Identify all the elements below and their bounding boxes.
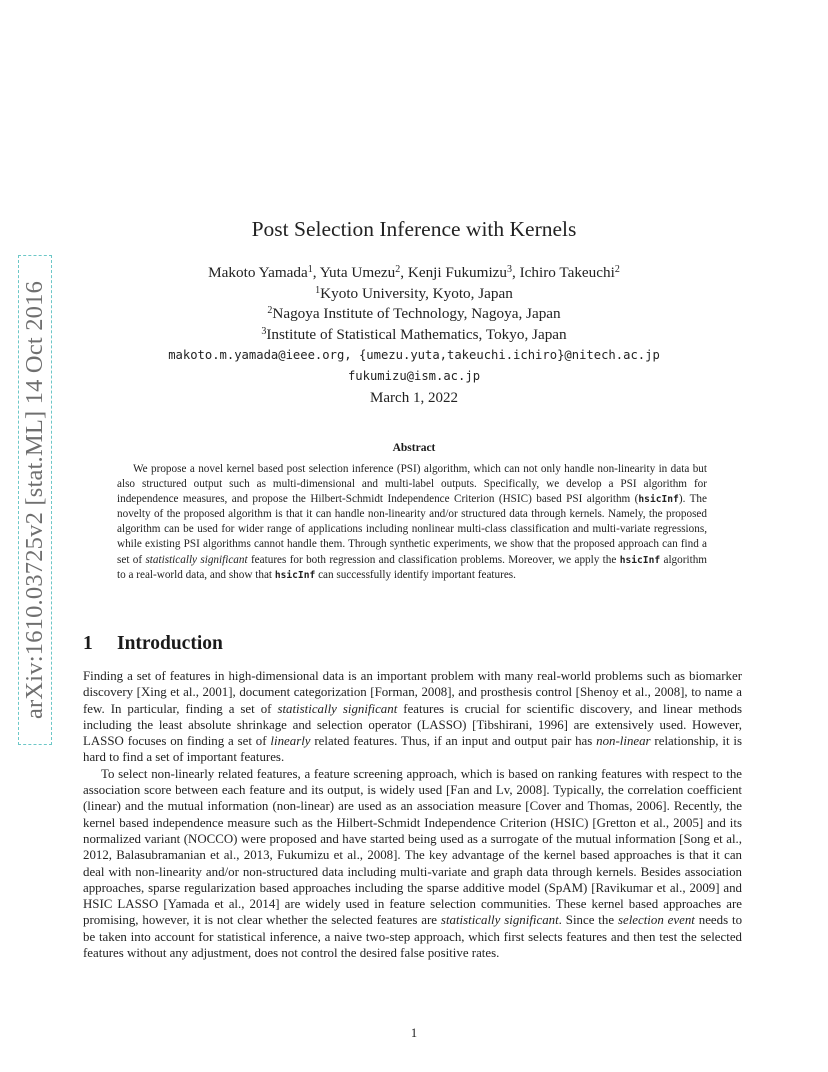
author-block [0, 263, 828, 386]
paragraph: To select non-linearly related features, a feature screening approach, which is based on ranking features with respect to the association score between each feature and its output, is widely used [Fan and Lv, 2008]. Typically, the correlation coefficient (linear) and the mutual information (non-linear) are used as an association measure [Cover and Thomas, 2006]. Recently, the kernel based independence measure such as the Hilbert-Schmidt Independence Criterion (HSIC) [Gretton et al., 2005] and its normalized variant (NOCCO) were proposed and have started being used as a surrogate of the mutual information [Song et al., 2012, Balasubramanian et al., 2013, Fukumizu et al., 2008]. The key advantage of the kernel based approaches is that it can deal with non-linearity and/or non-structured data including multi-variate and graph data through kernels. Besides association approaches, sparse regularization based approaches including the sparse additive model (SpAM) [Ravikumar et al., 2009] and HSIC LASSO [Yamada et al., 2014] are widely used in feature selection communities. These kernel based approaches are promising, however, it is not clear whether the selected features are statistically significant. Since the selection event needs to be taken into account for statistical inference, a naive two-step approach, which first selects features and then test the selected features without any adjustment, does not control the desired false positive rates. [83, 766, 743, 961]
paper-date: March 1, 2022 [370, 390, 458, 406]
author-list: Makoto Yamada$^1$, Yuta Umezu$^2$, Kenji Fukumizu$^3$, Ichiro Takeuchi$^2$ [208, 264, 620, 281]
code-name: hsicInf [638, 494, 679, 506]
author-name: Ichiro Takeuchi [519, 264, 615, 281]
code-name: hsicInf [619, 554, 661, 566]
email-line: makoto.m.yamada@ieee.org, {umezu.yuta,takeuchi.ichiro}@nitech.ac.jp [168, 348, 660, 362]
page-number: 1 [410, 1026, 418, 1040]
author-name: Makoto Yamada [208, 264, 308, 281]
affiliation-line: $^3$Institute of Statistical Mathematics, Tokyo, Japan [261, 325, 567, 343]
author-name: Yuta Umezu [319, 264, 396, 281]
arxiv-identifier: arXiv:1610.03725v2 [stat.ML] 14 Oct 2016 [21, 280, 48, 720]
affiliation-mark: 2 [614, 264, 620, 275]
affiliation-mark: 3 [507, 264, 512, 275]
affiliation-mark: 1 [307, 264, 313, 275]
affiliation-line: $^1$Kyoto University, Kyoto, Japan [315, 284, 513, 302]
affiliation-line: $^2$Nagoya Institute of Technology, Nagoya, Japan [267, 305, 561, 322]
abstract-text: We propose a novel kernel based post selection inference (PSI) algorithm, which can not only handle non-linearity in data but also structured output such as multi-dimensional and multi-label outputs. Specifically, we develop a PSI algorithm for independence measures, and propose the Hilbert-Schmidt Independence Criterion (HSIC) based PSI algorithm (hsicInf). The novelty of the proposed algorithm is that it can handle non-linearity and/or structured data through kernels. Namely, the proposed algorithm can be used for wider range of applications including nonlinear multi-class classification and multi-variate regressions, while existing PSI algorithms cannot handle them. Through synthetic experiments, we show that the proposed approach can find a set of statistically significant features for both regression and classification problems. Moreover, we apply the hsicInf algorithm to a real-world data, and show that hsicInf can successfully identify important features. [117, 463, 707, 581]
affiliation-mark: 2 [395, 264, 401, 275]
abstract-heading: Abstract [392, 442, 436, 454]
paragraph: Finding a set of features in high-dimensional data is an important problem with many real-world problems such as biomarker discovery [Xing et al., 2001], document categorization [Forman, 2008], and prosthesis control [Shenoy et al., 2008], to name a few. In particular, finding a set of statistically significant features is crucial for scientific discovery, and linear methods including the least absolute shrinkage and selection operator (LASSO) [Tibshirani, 1996] are extensively used. However, LASSO focuses on finding a set of linearly related features. Thus, if an input and output pair has non-linear relationship, it is hard to find a set of important features. [83, 669, 743, 765]
code-name: hsicInf [274, 569, 316, 581]
section-title: Introduction [117, 633, 223, 654]
section-number: 1 [83, 633, 93, 654]
body-text [83, 668, 742, 961]
author-name: Kenji Fukumizu [407, 264, 507, 281]
email-line: fukumizu@ism.ac.jp [347, 368, 481, 383]
paper-title: Post Selection Inference with Kernels [251, 217, 577, 241]
section-heading [83, 633, 223, 655]
